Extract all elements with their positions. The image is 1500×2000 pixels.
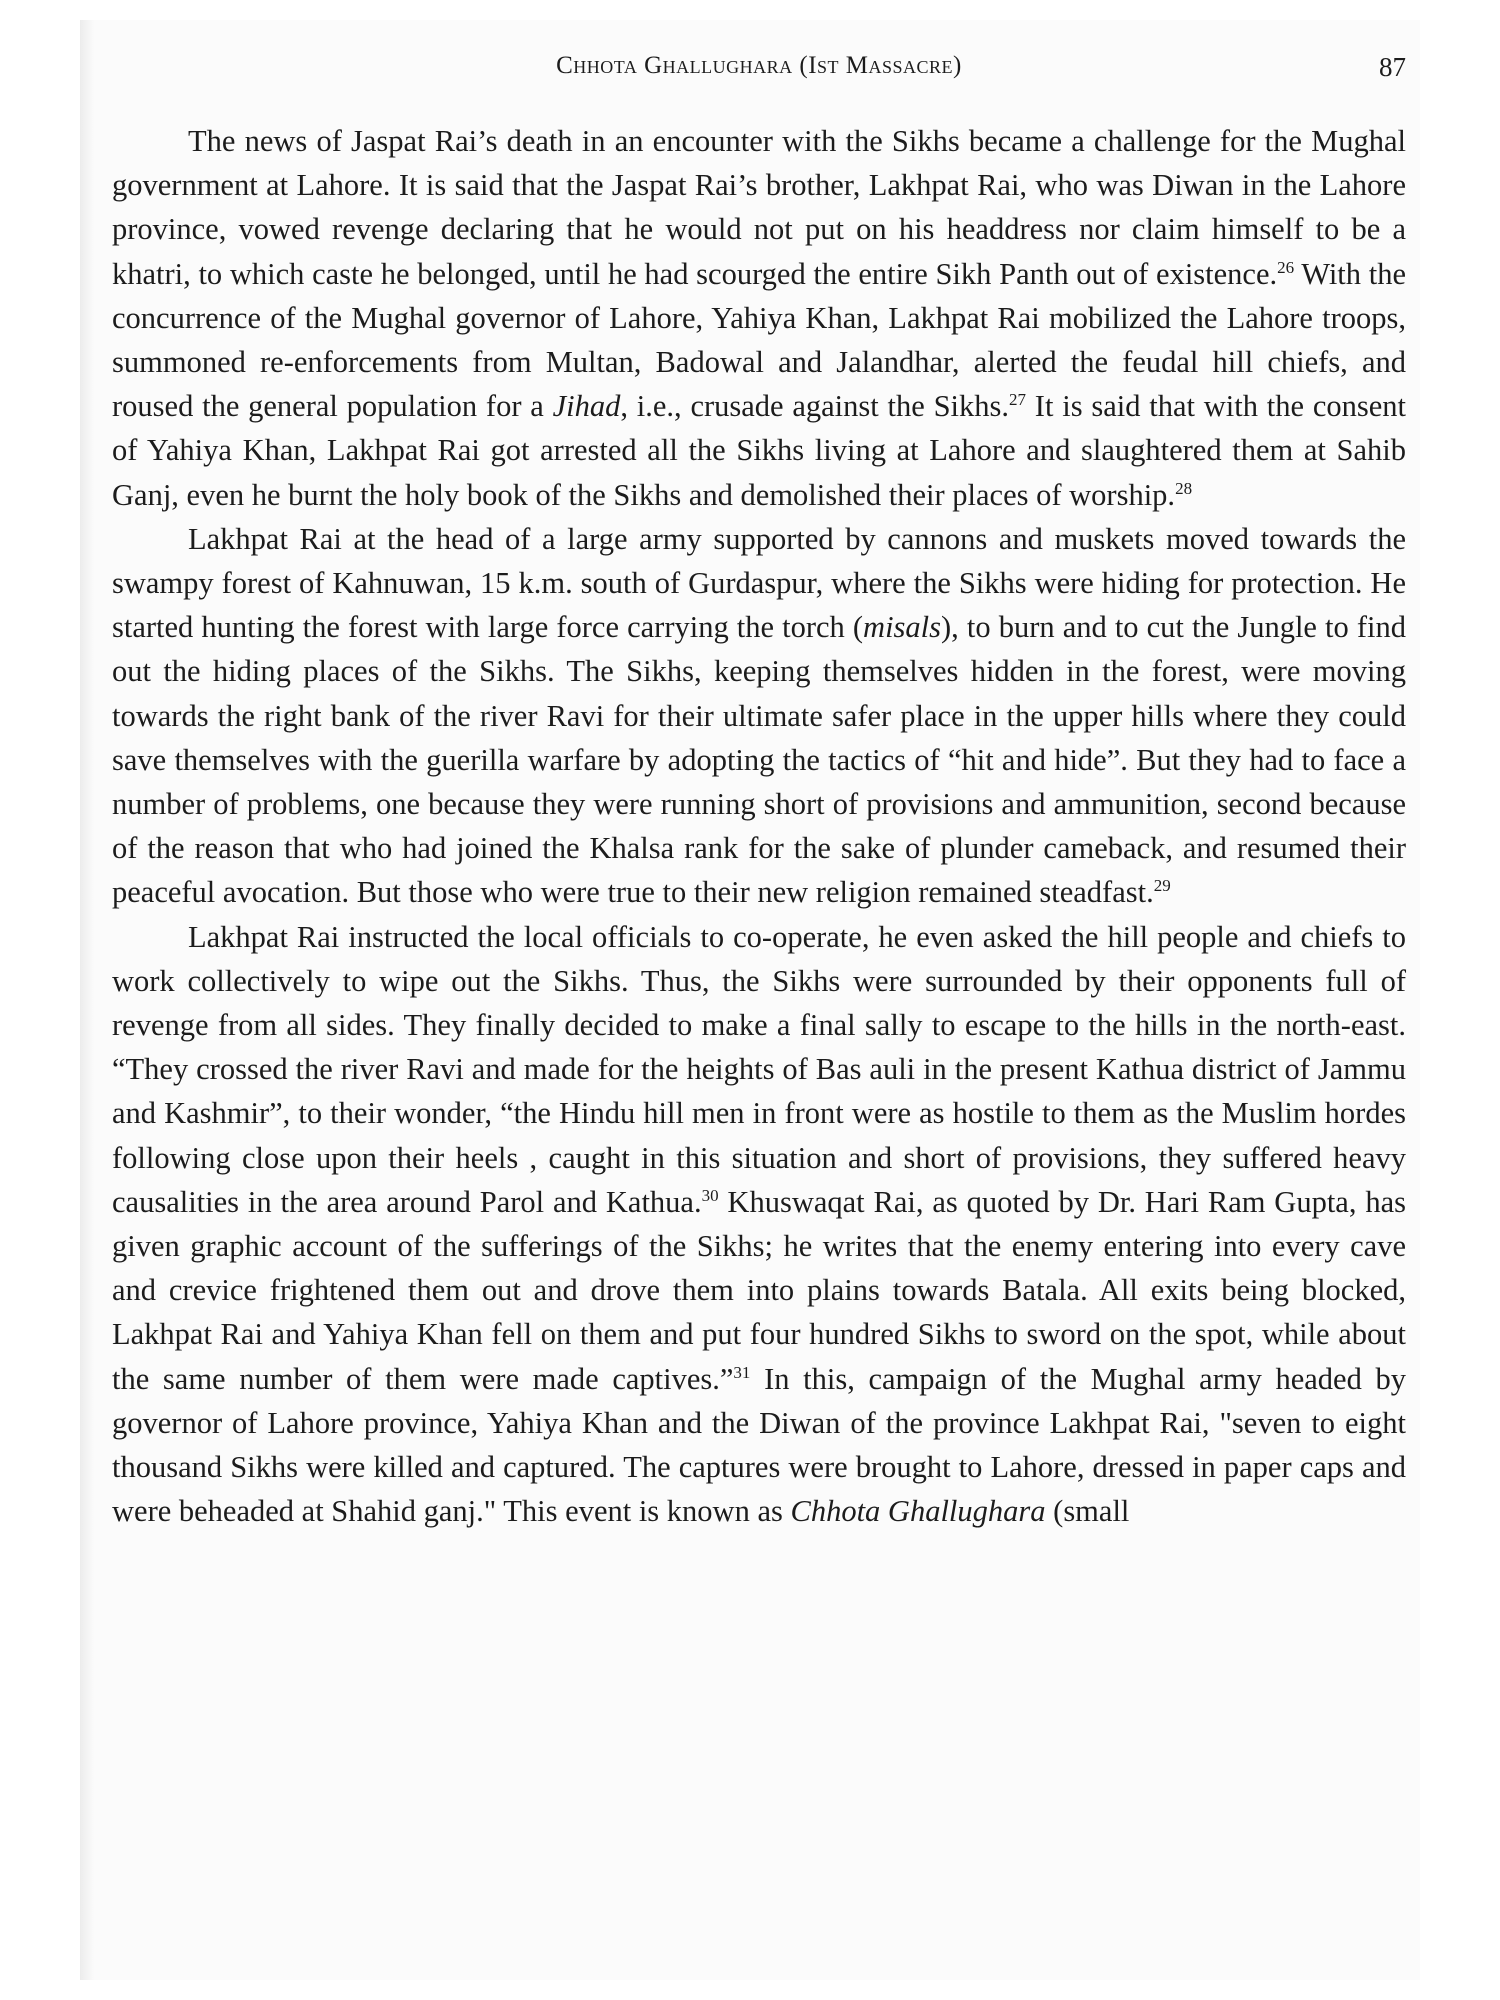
footnote-marker: 27 [1009,390,1027,410]
text-run: Khuswaqat Rai, as quoted by Dr. Hari Ram Gupta, has given graphic account of the sufferings of the Sikhs; he writes that the enemy entering into every cave and crevice frightened them out and drove them into plains towards Batala. All exits being blocked, Lakhpat Rai and Yahiya Khan fell on them and put four hundred Sikhs to sword on the spot, while about the same number of them were made captives.” [112,1184,1406,1396]
footnote-marker: 26 [1277,257,1295,277]
footnote-marker: 28 [1175,478,1193,498]
footnote-marker: 29 [1153,876,1171,896]
page-number: 87 [1379,52,1406,82]
body-text [112,119,1406,1534]
text-run: , i.e., crusade against the Sikhs. [620,389,1010,424]
italic-term: Chhota Ghallughara [790,1494,1046,1529]
chapter-running-title: Chhota Ghallughara (Ist Massacre) [556,52,962,79]
running-head [112,52,1406,96]
paragraph [112,915,1406,1534]
italic-term: misals [863,610,942,645]
page-gutter-shadow [80,20,94,1980]
paragraph [112,517,1406,915]
text-run: ), to burn and to cut the Jungle to find out the hiding places of the Sikhs. The Sikhs, keeping themselves hidden in the forest, were moving towards the right bank of the river Ravi for their ultimate safer place in the upper hills where they could save themselves with the guerilla warfare by adopting the tactics of “hit and hide”. But they had to face a number of problems, one because they were running short of provisions and ammunition, second because of the reason that who had joined the Khalsa rank for the sake of plunder cameback, and resumed their peaceful avocation. But those who were true to their new religion remained steadfast. [112,610,1406,910]
text-run: It is said that with the consent of Yahiya Khan, Lakhpat Rai got arrested all the Sikhs living at Lahore and slaughtered them at Sahib Ganj, even he burnt the holy book of the Sikhs and demolished their places of worship. [112,389,1406,512]
italic-term: Jihad [552,389,621,424]
paragraph [112,119,1406,517]
text-run: (small [1045,1494,1130,1529]
text-run: Lakhpat Rai instructed the local officials to co-operate, he even asked the hill people and chiefs to work collectively to wipe out the Sikhs. Thus, the Sikhs were surrounded by their opponents full of revenge from all sides. They finally decided to make a final sally to escape to the hills in the north-east. “They crossed the river Ravi and made for the heights of Bas auli in the present Kathua district of Jammu and Kashmir”, to their wonder, “the Hindu hill men in front were as hostile to them as the Muslim hordes following close upon their heels , caught in this situation and short of provisions, they suffered heavy causalities in the area around Parol and Kathua. [112,919,1406,1219]
text-run: With the concurrence of the Mughal governor of Lahore, Yahiya Khan, Lakhpat Rai mobilized the Lahore troops, summoned re-enforcements from Multan, Badowal and Jalandhar, alerted the feudal hill chiefs, and roused the general population for a [112,256,1406,424]
footnote-marker: 31 [733,1362,751,1382]
text-run: In this, campaign of the Mughal army headed by governor of Lahore province, Yahiya Khan and the Diwan of the province Lakhpat Rai, "seven to eight thousand Sikhs were killed and captured. The captures were brought to Lahore, dressed in paper caps and were beheaded at Shahid ganj." This event is known as [112,1361,1406,1529]
text-run: The news of Jaspat Rai’s death in an encounter with the Sikhs became a challenge for the Mughal government at Lahore. It is said that the Jaspat Rai’s brother, Lakhpat Rai, who was Diwan in the Lahore province, vowed revenge declaring that he would not put on his headdress nor claim himself to be a khatri, to which caste he belonged, until he had scourged the entire Sikh Panth out of existence. [112,124,1406,291]
footnote-marker: 30 [701,1185,719,1205]
text-run: Lakhpat Rai at the head of a large army supported by cannons and muskets moved towards the swampy forest of Kahnuwan, 15 k.m. south of Gurdaspur, where the Sikhs were hiding for protection. He started hunting the forest with large force carrying the torch ( [112,521,1406,645]
